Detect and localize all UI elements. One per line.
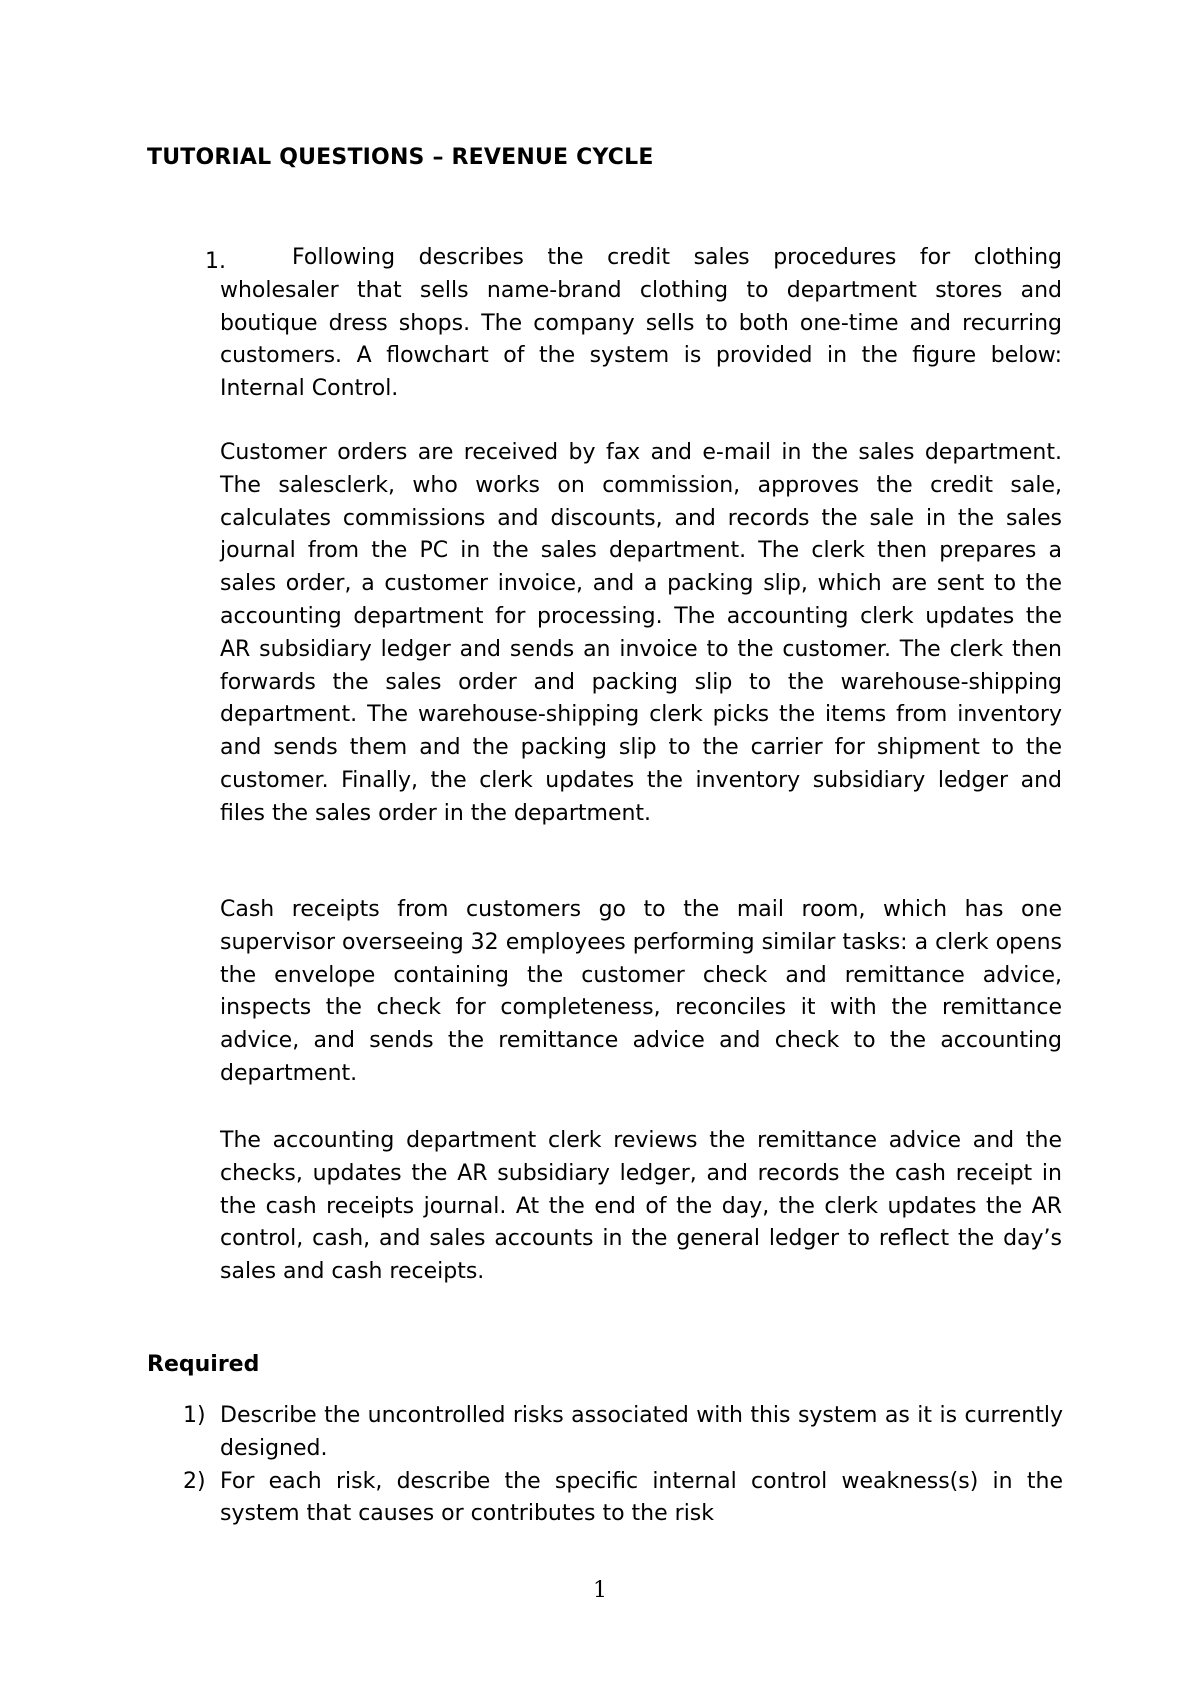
question-intro: Following describes the credit sales procedures for clothing wholesaler that sells name-brand clothing to department stores and boutique dress shops. The company sells to both one-time and recurring customers. A flowchart of the system is provided in the figure below: Internal Control. — [220, 245, 1062, 402]
page-number: 1 — [593, 1578, 607, 1603]
required-list — [183, 1400, 1063, 1531]
paragraph-accounting-clerk: The accounting department clerk reviews the remittance advice and the checks, updates the AR subsidiary ledger, and records the cash receipt in the cash receipts journal. At the end of the day, the clerk updates the AR control, cash, and sales accounts in the general ledger to reflect the day’s sales and cash receipts. — [220, 1128, 1062, 1285]
required-heading: Required — [147, 1352, 260, 1377]
document-title: TUTORIAL QUESTIONS – REVENUE CYCLE — [147, 145, 654, 170]
paragraph-cash-receipts: Cash receipts from customers go to the mail room, which has one supervisor overseeing 32 employees performing similar tasks: a clerk opens the envelope containing the customer check and remittance advice, inspects the check for completeness, reconciles it with the remittance advice, and sends the remittance advice and check to the accounting department. — [220, 897, 1062, 1086]
required-item-number: 1) — [183, 1403, 206, 1428]
required-item-number: 2) — [183, 1468, 206, 1494]
question-number: 1. — [205, 249, 226, 274]
required-item-text: For each risk, describe the specific internal control weakness(s) in the system that causes or contributes to the risk — [220, 1468, 1063, 1527]
paragraph-sales-procedure: Customer orders are received by fax and e-mail in the sales department. The salesclerk, who works on commission, approves the credit sale, calculates commissions and discounts, and records the sale in the sales journal from the PC in the sales department. The clerk then prepares a sales order, a customer invoice, and a packing slip, which are sent to the accounting department for processing. The accounting clerk updates the AR subsidiary ledger and sends an invoice to the customer. The clerk then forwards the sales order and packing slip to the warehouse-shipping department. The warehouse-shipping clerk picks the items from inventory and sends them and the packing slip to the carrier for shipment to the customer. Finally, the clerk updates the inventory subsidiary ledger and files the sales order in the department. — [220, 440, 1062, 826]
required-item — [183, 1466, 1063, 1532]
required-item-text: Describe the uncontrolled risks associated with this system as it is currently designed. — [220, 1403, 1063, 1461]
required-item — [183, 1400, 1063, 1466]
